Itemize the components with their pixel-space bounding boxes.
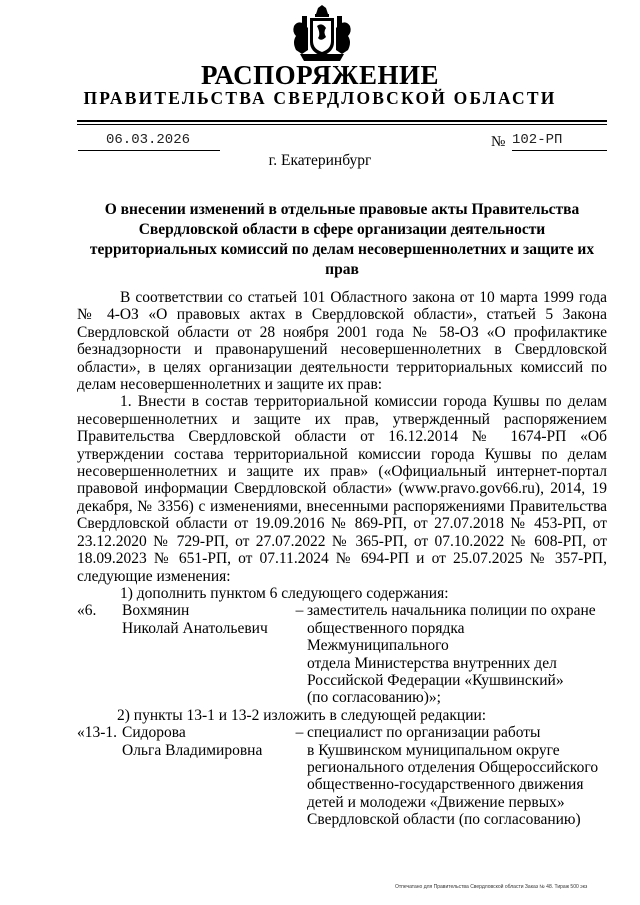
document-number bbox=[512, 131, 607, 151]
entry-dash: – bbox=[295, 602, 304, 620]
entry-position-line: отдела Министерства внутренних дел bbox=[307, 654, 557, 672]
city-label: г. Екатеринбург bbox=[268, 152, 372, 169]
entry-number: «13-1. bbox=[77, 724, 118, 742]
entry-position-line: Российской Федерации «Кушвинский» bbox=[307, 671, 564, 689]
coat-of-arms-icon bbox=[288, 4, 356, 62]
member-entry bbox=[77, 724, 607, 828]
entry-position-line: в Кушвинском муниципальном округе bbox=[307, 741, 560, 759]
preamble-paragraph: В соответствии со статьей 101 Областного закона от 10 марта 1999 года № 4-ОЗ «О правовых актах в Свердловской области», статьей 5 Закона Свердловской области от 28 ноября 2001 года № 58-ОЗ «О профилактике безнадзорности и правонарушений несовершеннолетних в Свердловской области», в целях организации деятельности территориальных комиссий по делам несовершеннолетних и защите их прав: bbox=[77, 289, 607, 394]
entry-given-names: Николай Анатольевич bbox=[122, 619, 268, 637]
document-number-value: 102-РП bbox=[512, 132, 563, 148]
entry-name bbox=[122, 602, 292, 706]
document-date: 06.03.2026 bbox=[78, 131, 220, 151]
member-entry bbox=[77, 602, 607, 706]
entry-position-line: регионального отделения Общероссийского bbox=[307, 758, 599, 776]
entry-surname: Сидорова bbox=[122, 724, 186, 742]
entry-given-names: Ольга Владимировна bbox=[122, 741, 263, 759]
entry-position-line: общественного порядка Межмуниципального bbox=[307, 619, 465, 655]
entry-number: «6. bbox=[77, 602, 97, 620]
header-rule-thick bbox=[77, 120, 607, 122]
subitem-2: 2) пункты 13-1 и 13-2 изложить в следующей редакции: bbox=[117, 706, 487, 724]
entry-position bbox=[307, 724, 607, 828]
entry-position-line: детей и молодежи «Движение первых» bbox=[307, 793, 565, 811]
organization-heading: ПРАВИТЕЛЬСТВА СВЕРДЛОВСКОЙ ОБЛАСТИ bbox=[83, 88, 557, 108]
entry-position-line: специалист по организации работы bbox=[307, 724, 541, 742]
entry-position-line: заместитель начальника полиции по охране bbox=[307, 602, 596, 620]
item-1-paragraph: 1. Внести в состав территориальной комиссии города Кушвы по делам несовершеннолетних и защите их прав, утвержденный распоряжением Правительства Свердловской области от 16.12.2014 № 1674-РП «Об утверждении состава территориальной комиссии города Кушвы по делам несовершеннолетних и защите их прав» («Официальный интернет-портал правовой информации Свердловской области» (www.pravo.gov66.ru), 2014, 19 декабря, № 3356) с изменениями, внесенными распоряжениями Правительства Свердловской области от 19.09.2016 № 869-РП, от 27.07.2018 № 453-РП, от 23.12.2020 № 729-РП, от 27.07.2022 № 365-РП, от 07.10.2022 № 608-РП, от 18.09.2023 № 651-РП, от 07.11.2024 № 694-РП и от 25.07.2025 № 357-РП, следующие изменения: bbox=[77, 393, 607, 585]
entry-name bbox=[122, 724, 292, 828]
document-type-heading: РАСПОРЯЖЕНИЕ bbox=[200, 60, 440, 90]
print-footer: Отпечатано для Правительства Свердловской области Заказ № 48. Тираж 500 экз bbox=[395, 884, 588, 890]
entry-position-line: (по согласованию)»; bbox=[307, 689, 441, 707]
document-title: О внесении изменений в отдельные правовые акты Правительства Свердловской области в сфере организации деятельности территориальных комиссий по делам несовершеннолетних и защите их прав bbox=[89, 201, 595, 278]
entry-position-line: общественно-государственного движения bbox=[307, 776, 584, 794]
document-body bbox=[77, 289, 607, 829]
number-label: № bbox=[491, 134, 506, 150]
entry-position-line: Свердловской области (по согласованию) bbox=[307, 811, 581, 829]
entry-position bbox=[307, 602, 607, 706]
entry-surname: Вохмянин bbox=[122, 602, 190, 620]
subitem-1: 1) дополнить пунктом 6 следующего содержания: bbox=[120, 584, 449, 602]
header-rule-thin bbox=[77, 124, 607, 125]
entry-dash: – bbox=[295, 724, 304, 742]
